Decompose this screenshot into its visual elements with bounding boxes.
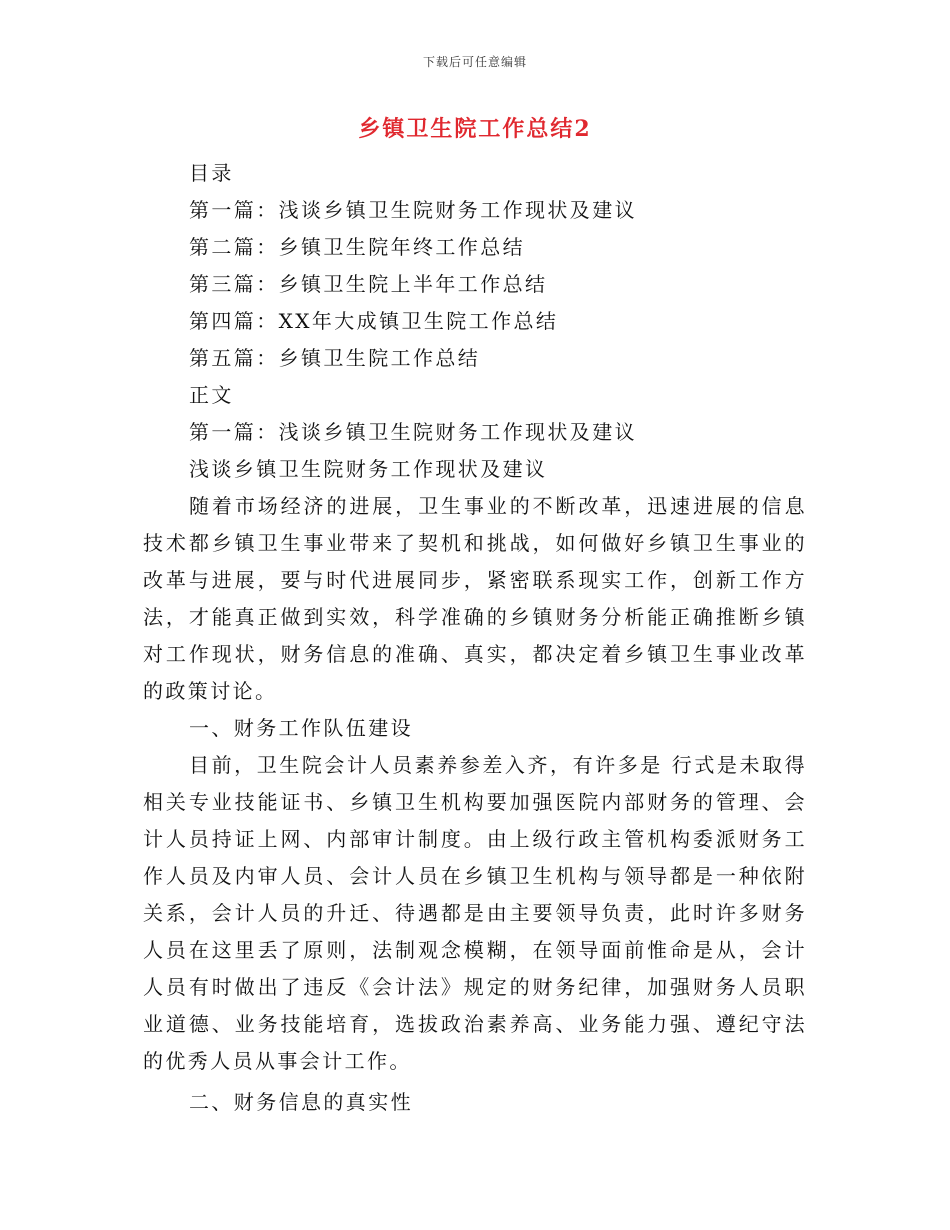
toc-heading: 目录 xyxy=(189,161,234,185)
section-heading-1: 一、财务工作队伍建设 xyxy=(189,716,413,740)
body-heading: 正文 xyxy=(189,383,234,407)
toc-item-2: 第二篇：乡镇卫生院年终工作总结 xyxy=(189,235,525,259)
toc-item-3: 第三篇：乡镇卫生院上半年工作总结 xyxy=(189,272,548,296)
chapter-title: 第一篇：浅谈乡镇卫生院财务工作现状及建议 xyxy=(189,420,637,444)
document-body xyxy=(143,155,807,1121)
article-title: 浅谈乡镇卫生院财务工作现状及建议 xyxy=(189,457,548,481)
section-heading-2: 二、财务信息的真实性 xyxy=(189,1090,413,1114)
intro-paragraph: 随着市场经济的进展，卫生事业的不断改革，迅速进展的信息技术都乡镇卫生事业带来了契机和挑战，如何做好乡镇卫生事业的改革与进展，要与时代进展同步，紧密联系现实工作，创新工作方法，才能真正做到实效，科学准确的乡镇财务分析能正确推断乡镇对工作现状，财务信息的准确、真实，都决定着乡镇卫生事业改革的政策讨论。 xyxy=(143,494,807,703)
document-title: 乡镇卫生院工作总结2 xyxy=(358,116,592,142)
header-note: 下载后可任意编辑 xyxy=(422,55,527,69)
section-paragraph-1: 目前，卫生院会计人员素养参差入齐，有许多是 行式是未取得相关专业技能证书、乡镇卫生机构要加强医院内部财务的管理、会计人员持证上网、内部审计制度。由上级行政主管机构委派财务工作人员及内审人员、会计人员在乡镇卫生机构与领导都是一种依附关系，会计人员的升迁、待遇都是由主要领导负责，此时许多财务人员在这里丢了原则，法制观念模糊，在领导面前惟命是从，会计人员有时做出了违反《会计法》规定的财务纪律，加强财务人员职业道德、业务技能培育，选拔政治素养高、业务能力强、遵纪守法的优秀人员从事会计工作。 xyxy=(143,753,807,1073)
toc-item-5: 第五篇：乡镇卫生院工作总结 xyxy=(189,346,481,370)
toc-item-4: 第四篇：XX年大成镇卫生院工作总结 xyxy=(189,309,559,333)
toc-item-1: 第一篇：浅谈乡镇卫生院财务工作现状及建议 xyxy=(189,198,637,222)
